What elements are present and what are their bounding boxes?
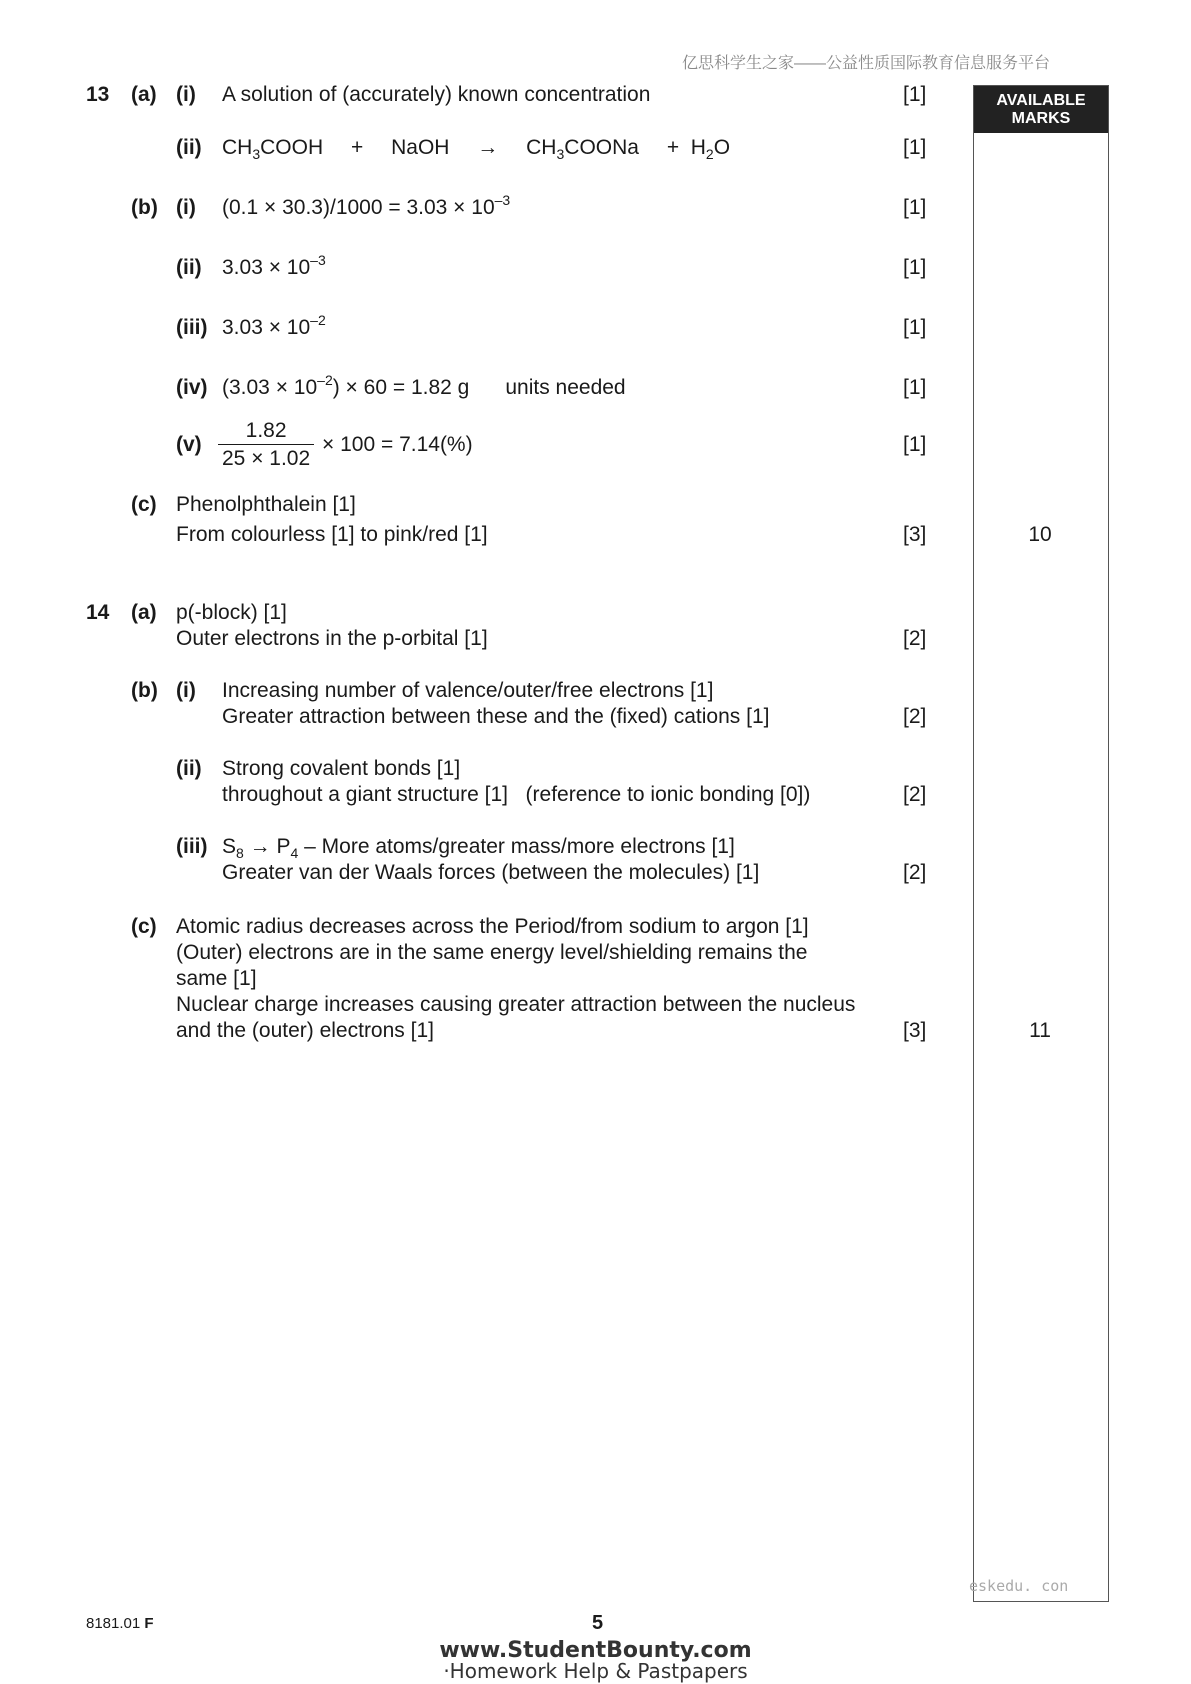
q13-a-i-label: (i) xyxy=(176,83,196,106)
q13-a-ii-label: (ii) xyxy=(176,136,202,159)
reaction-arrow: → xyxy=(477,136,499,159)
q13-a-i-mark: [1] xyxy=(903,83,927,106)
fraction-denominator: 25 × 1.02 xyxy=(222,447,311,471)
q13-b-ii-text: $3.03 \times 10^{-3}$ xyxy=(222,252,326,279)
q13-a-label: (a) xyxy=(131,83,157,106)
q13-c-line1: Phenolphthalein [1] xyxy=(176,493,356,516)
q13-b-iv-label: (iv) xyxy=(176,376,208,399)
plus-sign: + xyxy=(666,136,680,159)
q13-b-iii-mark: [1] xyxy=(903,316,927,339)
q14-b-ii-line2: throughout a giant structure [1] (reference to ionic bonding [0]) xyxy=(222,783,811,806)
q13-b-iii-text: $3.03 \times 10^{-2}$ xyxy=(222,312,326,339)
q14-b-ii-line1: Strong covalent bonds [1] xyxy=(222,757,461,780)
side-watermark: eskedu. con xyxy=(969,1577,1069,1595)
q14-a-label: (a) xyxy=(131,601,157,624)
reactant-sodium-hydroxide: NaOH xyxy=(391,136,450,159)
available-marks-column xyxy=(973,85,1109,1602)
q13-b-v-fraction xyxy=(218,419,314,470)
ionic-bonding-note: (reference to ionic bonding [0]) xyxy=(525,783,811,806)
q13-b-i-label: (i) xyxy=(176,196,196,219)
q14-c-mark: [3] xyxy=(903,1019,927,1042)
units-note: units needed xyxy=(505,376,626,399)
q13-a-ii-equation xyxy=(222,135,730,160)
q14-b-ii-mark: [2] xyxy=(903,783,927,806)
q13-b-iv-text: $(3.03 \times 10^{-2}) \times 60 = 1.82$ g units needed xyxy=(222,372,626,399)
plus-sign: + xyxy=(350,136,364,159)
q14-c-line1: Atomic radius decreases across the Period/from sodium to argon [1] xyxy=(176,915,809,938)
paper-code: 8181.01 F xyxy=(86,1615,154,1632)
q14-b-ii-label: (ii) xyxy=(176,757,202,780)
q13-b-v-mark: [1] xyxy=(903,433,927,456)
q14-c-line5: and the (outer) electrons [1] xyxy=(176,1019,434,1042)
q14-b-iii-label: (iii) xyxy=(176,835,208,858)
reactant-acetic-acid: $CH_3COOH$ xyxy=(222,136,324,162)
q14-number: 14 xyxy=(86,601,110,624)
q13-a-ii-mark: [1] xyxy=(903,136,927,159)
q14-c-line2: (Outer) electrons are in the same energy level/shielding remains the xyxy=(176,941,808,964)
product-sodium-acetate: $CH_3COONa$ xyxy=(526,136,639,162)
page-number: 5 xyxy=(592,1612,604,1634)
q13-a-i-text: A solution of (accurately) known concentration xyxy=(222,83,651,106)
q14-a-line1: p(-block) [1] xyxy=(176,601,287,624)
q14-b-i-label: (i) xyxy=(176,679,196,702)
q13-b-iii-label: (iii) xyxy=(176,316,208,339)
q13-c-label: (c) xyxy=(131,493,157,516)
q14-b-label: (b) xyxy=(131,679,158,702)
q13-b-i-text: $(0.1 \times 30.3)/1000 = 3.03 \times 10^{-3}$ xyxy=(222,192,511,219)
q14-b-i-line1: Increasing number of valence/outer/free electrons [1] xyxy=(222,679,714,702)
q14-c-line4: Nuclear charge increases causing greater attraction between the nucleus xyxy=(176,993,856,1016)
q13-b-v-text: × 100 = 7.14(%) xyxy=(322,433,473,456)
q14-c-label: (c) xyxy=(131,915,157,938)
fraction-numerator: 1.82 xyxy=(218,419,314,445)
available-marks-header xyxy=(974,86,1108,133)
q13-c-line2: From colourless [1] to pink/red [1] xyxy=(176,523,488,546)
footer-watermark-tagline: ·Homework Help & Pastpapers xyxy=(443,1659,748,1683)
q14-c-line3: same [1] xyxy=(176,967,257,990)
q14-b-i-mark: [2] xyxy=(903,705,927,728)
q13-b-label: (b) xyxy=(131,196,158,219)
q13-b-v-label: (v) xyxy=(176,433,202,456)
product-water: $H_2O$ xyxy=(690,136,731,162)
q13-number: 13 xyxy=(86,83,110,106)
q14-b-iii-mark: [2] xyxy=(903,861,927,884)
q13-c-mark: [3] xyxy=(903,523,927,546)
header-watermark: 亿思科学生之家——公益性质国际教育信息服务平台 xyxy=(682,55,1051,72)
available-marks-title-1: AVAILABLE xyxy=(996,92,1086,109)
q14-a-mark: [2] xyxy=(903,627,927,650)
q14-b-iii-line2: Greater van der Waals forces (between the molecules) [1] xyxy=(222,861,760,884)
q13-b-i-mark: [1] xyxy=(903,196,927,219)
q13-b-iv-mark: [1] xyxy=(903,376,927,399)
q14-b-i-line2: Greater attraction between these and the (fixed) cations [1] xyxy=(222,705,770,728)
q14-b-iii-line1: $S_8 \to P_4$ – More atoms/greater mass/more electrons [1] xyxy=(222,835,735,861)
available-marks-title-2: MARKS xyxy=(1011,110,1071,127)
footer-watermark-url: www.StudentBounty.com xyxy=(439,1638,752,1663)
q13-b-ii-label: (ii) xyxy=(176,256,202,279)
q13-b-ii-mark: [1] xyxy=(903,256,927,279)
q14-a-line2: Outer electrons in the p-orbital [1] xyxy=(176,627,488,650)
